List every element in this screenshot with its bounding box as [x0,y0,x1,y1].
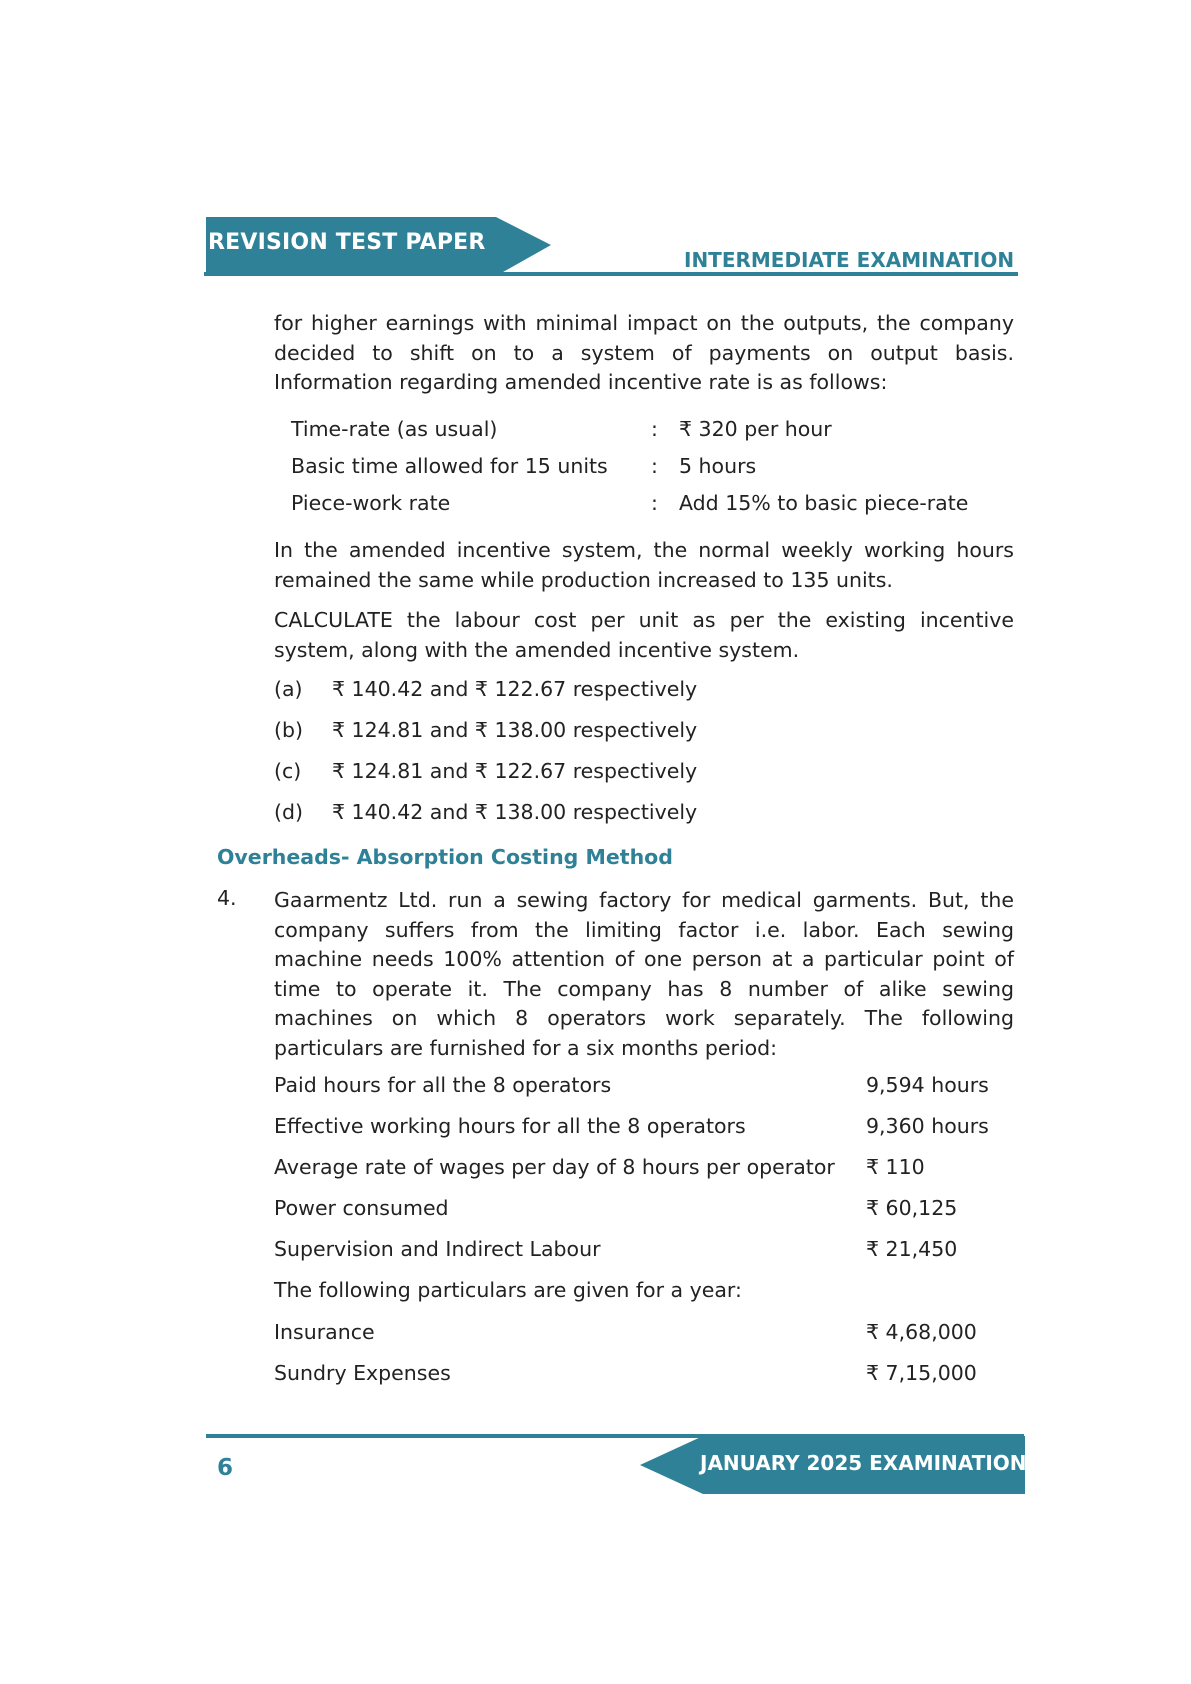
particular-value: 9,594 hours [866,1073,989,1097]
rate-separator: : [651,417,658,441]
intro-paragraph: for higher earnings with minimal impact on the outputs, the company decided to shift on to a system of payments on output basis. Information regarding amended incentive rate is as follows: [274,311,1014,394]
particular-label: Paid hours for all the 8 operators [274,1073,612,1097]
option-text: ₹ 124.81 and ₹ 122.67 respectively [332,759,698,783]
paragraph-amended-system: In the amended incentive system, the normal weekly working hours remained the same while production increased to 135 units. [274,538,1014,592]
rate-separator: : [651,491,658,515]
section-heading: Overheads- Absorption Costing Method [217,845,673,869]
particular-value: ₹ 110 [866,1155,925,1179]
particular-label: Effective working hours for all the 8 operators [274,1114,746,1138]
rate-label: Basic time allowed for 15 units [291,454,608,478]
footer-exam-title: JANUARY 2025 EXAMINATION [700,1451,1027,1475]
header-rule [204,272,1018,276]
option-key: (d) [274,800,304,824]
option-key: (a) [274,677,303,701]
option-text: ₹ 140.42 and ₹ 122.67 respectively [332,677,698,701]
particular-label: The following particulars are given for a year: [274,1278,742,1302]
option-text: ₹ 124.81 and ₹ 138.00 respectively [332,718,698,742]
particular-value: 9,360 hours [866,1114,989,1138]
particular-label: Supervision and Indirect Labour [274,1237,601,1261]
particular-label: Power consumed [274,1196,449,1220]
particular-label: Sundry Expenses [274,1361,451,1385]
particular-value: ₹ 4,68,000 [866,1320,977,1344]
page-number: 6 [217,1455,234,1481]
option-key: (b) [274,718,304,742]
particular-label: Average rate of wages per day of 8 hours per operator [274,1155,835,1179]
rate-value: Add 15% to basic piece-rate [679,491,969,515]
rate-value: ₹ 320 per hour [679,417,832,441]
paragraph-calculate: CALCULATE the labour cost per unit as per the existing incentive system, along with the amended incentive system. [274,608,1014,662]
header-left-title: REVISION TEST PAPER [208,230,486,255]
rate-value: 5 hours [679,454,757,478]
rate-label: Time-rate (as usual) [291,417,498,441]
question-text: Gaarmentz Ltd. run a sewing factory for medical garments. But, the company suffers from the limiting factor i.e. labor. Each sewing machine needs 100% attention of one person at a particular point of time to operate it. The company has 8 number of alike sewing machines on which 8 operators work separately. The following particulars are furnished for a six months period: [274,888,1014,1060]
particular-label: Insurance [274,1320,375,1344]
header-right-title: INTERMEDIATE EXAMINATION [684,248,1015,272]
particular-value: ₹ 21,450 [866,1237,958,1261]
rate-separator: : [651,454,658,478]
rate-label: Piece-work rate [291,491,451,515]
option-text: ₹ 140.42 and ₹ 138.00 respectively [332,800,698,824]
particular-value: ₹ 7,15,000 [866,1361,977,1385]
option-key: (c) [274,759,302,783]
particular-value: ₹ 60,125 [866,1196,958,1220]
question-number: 4. [217,886,237,910]
